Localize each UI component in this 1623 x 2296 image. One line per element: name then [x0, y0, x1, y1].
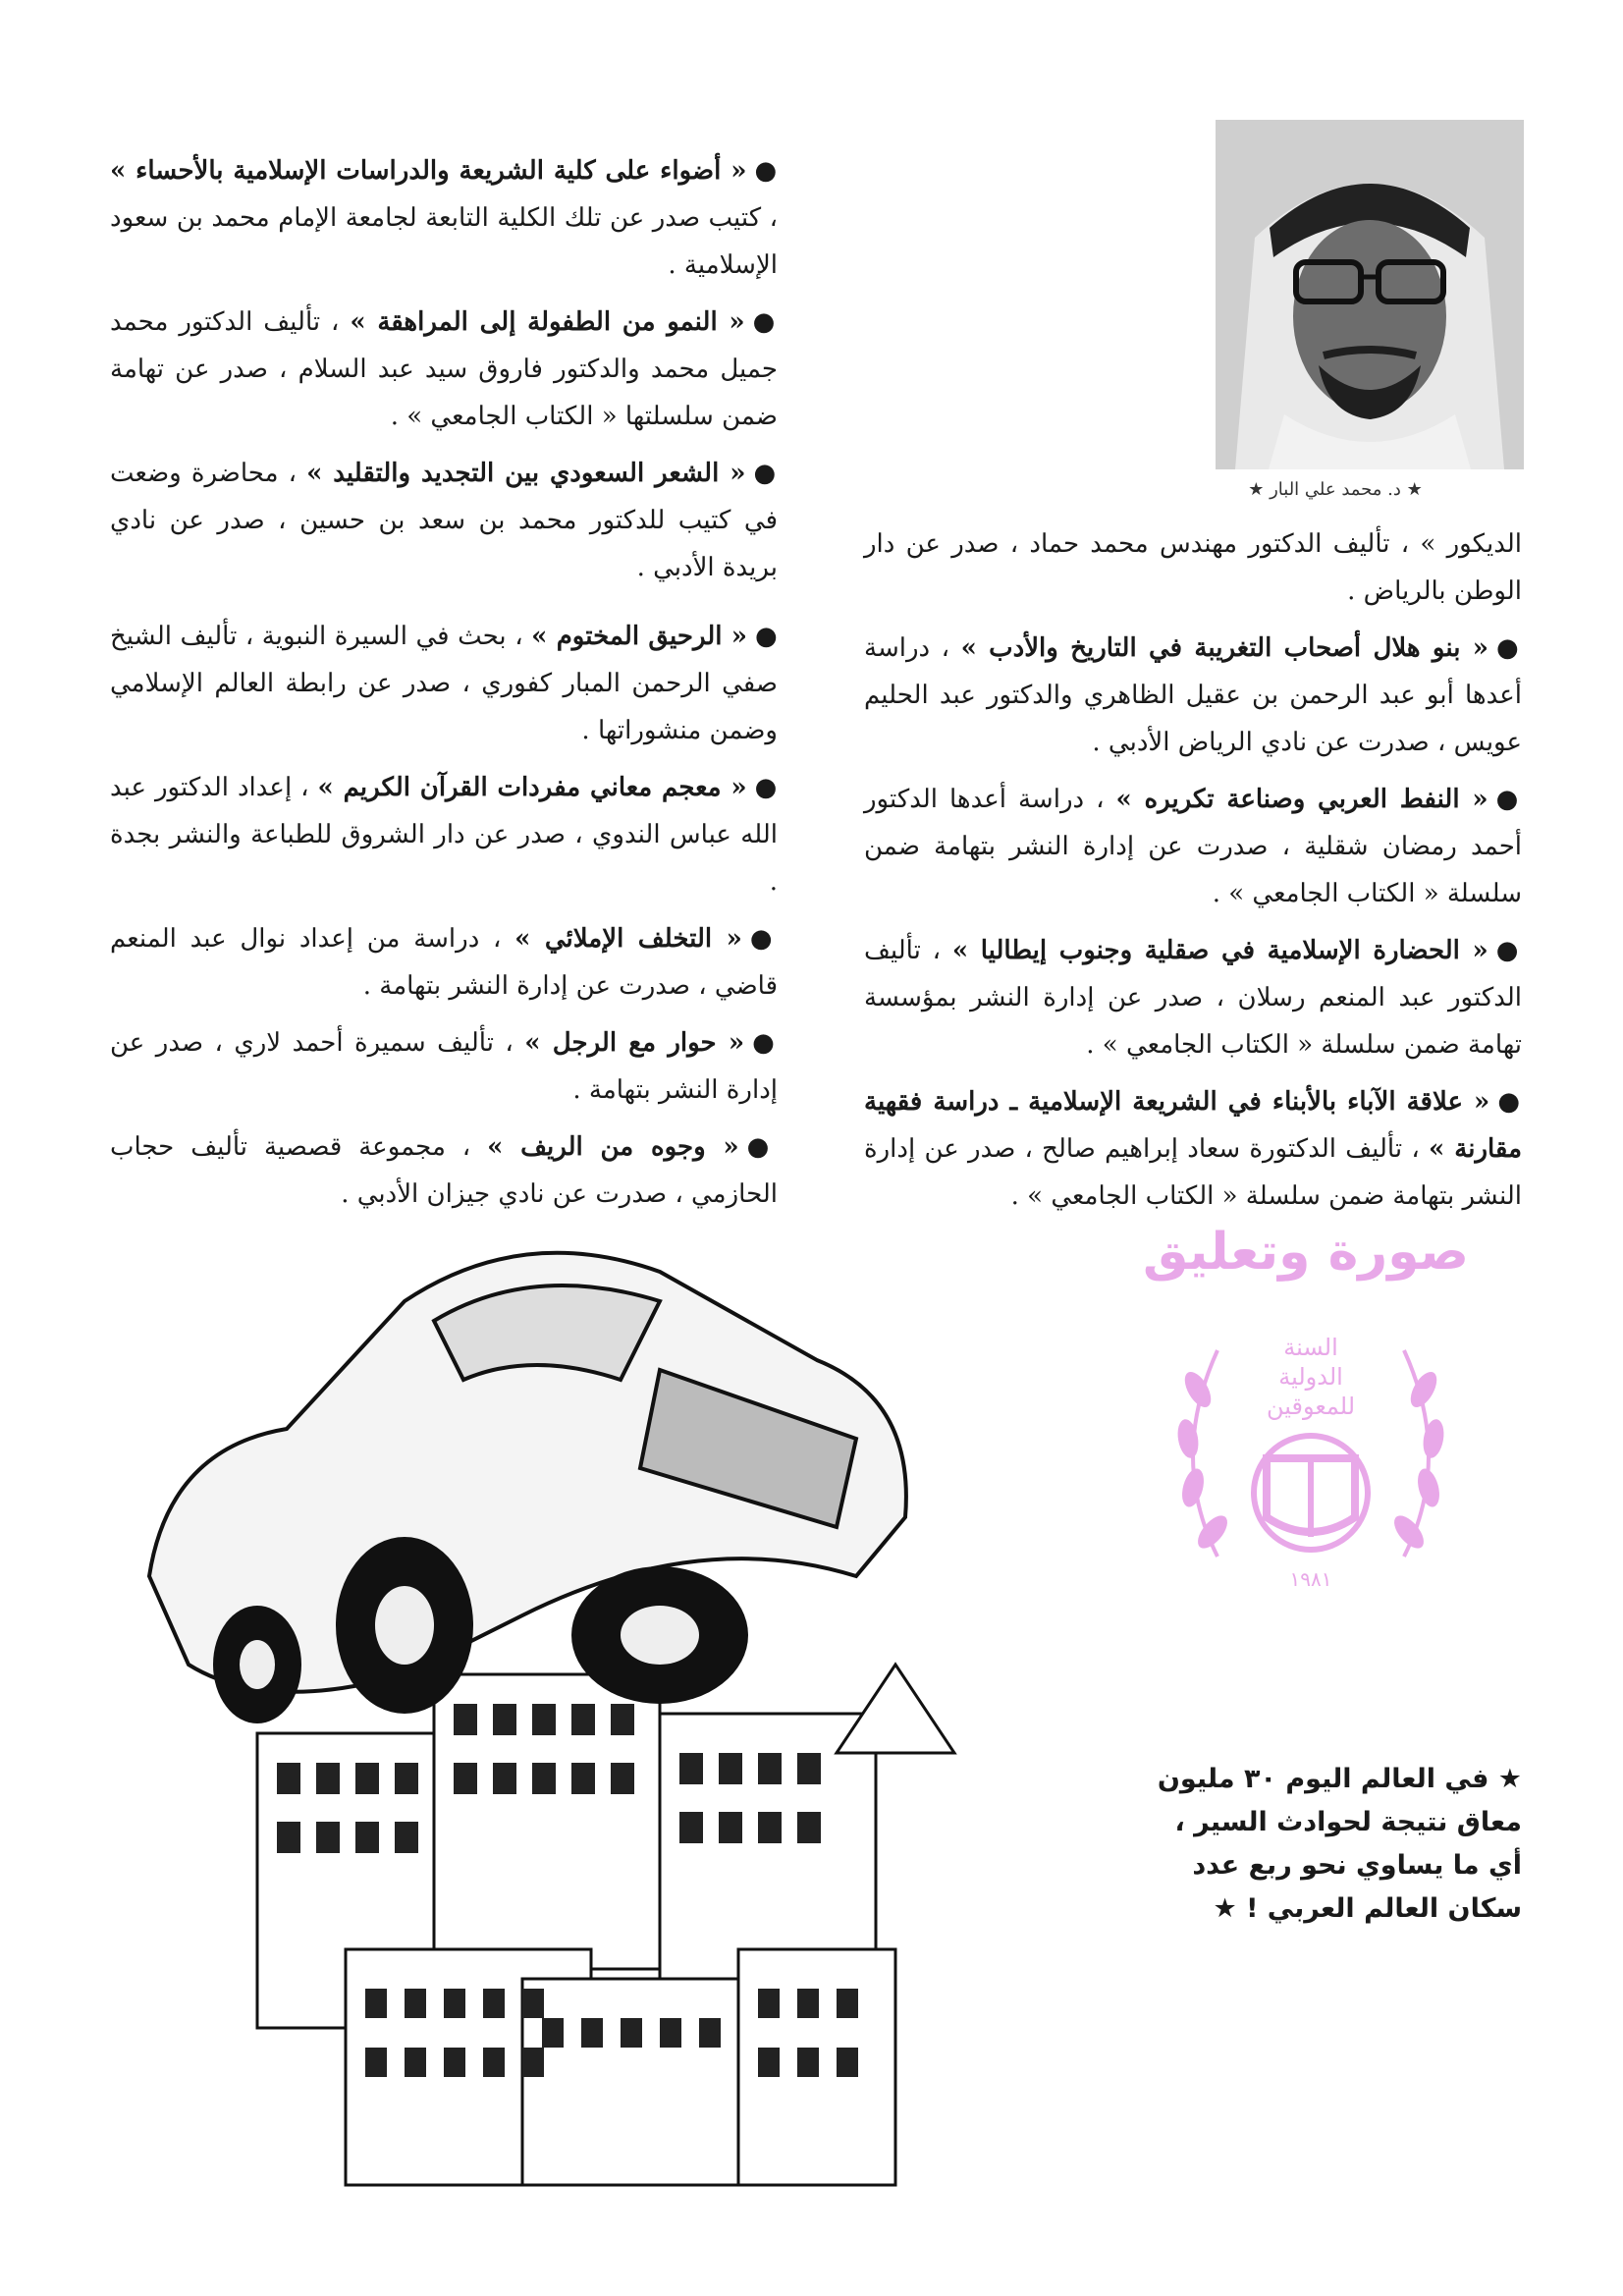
- bullet-icon: ●: [749, 924, 779, 954]
- book-details: ، كتيب صدر عن تلك الكلية التابعة لجامعة الإمام محمد بن سعود الإسلامية .: [110, 203, 778, 280]
- book-title: « معجم معاني مفردات القرآن الكريم »: [317, 773, 747, 802]
- book-details: الديكور » ، تأليف الدكتور مهندس محمد حماد ، صدر عن دار الوطن بالرياض .: [864, 529, 1522, 606]
- book-entry: [110, 1019, 778, 1114]
- book-entry: [864, 1078, 1522, 1220]
- bullet-icon: ●: [1495, 785, 1523, 814]
- book-title: « بنو هلال أصحاب التغريبة في التاريخ والأدب »: [960, 633, 1489, 663]
- bullet-icon: ●: [1495, 936, 1523, 965]
- book-entry: [110, 613, 778, 754]
- book-title: « التخلف الإملائي »: [514, 924, 742, 954]
- book-entry: [110, 764, 778, 905]
- portrait-drawing: [1216, 120, 1524, 469]
- bullet-icon: ●: [755, 622, 779, 651]
- car-over-city-illustration: [110, 1203, 1185, 2195]
- emblem-line-3: للمعوقين: [1266, 1393, 1356, 1420]
- year-of-disabled-emblem: [1159, 1311, 1463, 1606]
- book-entry: [864, 927, 1522, 1068]
- emblem-year: ١٩٨١: [1289, 1567, 1332, 1591]
- book-title: « الحضارة الإسلامية في صقلية وجنوب إيطاليا »: [951, 936, 1488, 965]
- book-details: ، تأليف سميرة أحمد لاري ، صدر عن إدارة النشر بتهامة .: [110, 1028, 778, 1105]
- bullet-icon: ●: [1496, 633, 1523, 663]
- bullet-icon: ●: [1497, 1087, 1522, 1117]
- book-title: « أضواء على كلية الشريعة والدراسات الإسلامية بالأحساء »: [110, 156, 747, 186]
- book-entry: [864, 625, 1522, 766]
- book-entry: [110, 147, 778, 289]
- continuation-entry: [864, 520, 1522, 615]
- emblem-line-1: السنة: [1283, 1334, 1338, 1361]
- book-details: ، بحث في السيرة النبوية ، تأليف الشيخ صفي الرحمن المبار كفوري ، صدر عن رابطة العالم الإسلامي وضمن منشوراتها .: [110, 622, 778, 745]
- book-entry: [110, 450, 778, 591]
- author-portrait: [1216, 120, 1524, 469]
- section-title: صورة وتعليق: [1142, 1223, 1470, 1282]
- book-details: ، دراسة أعدها أبو عبد الرحمن بن عقيل الظاهري والدكتور عبد الحليم عويس ، صدرت عن نادي الرياض الأدبي .: [864, 633, 1522, 757]
- book-details: ، دراسة أعدها الدكتور أحمد رمضان شقلية ، صدرت عن إدارة النشر بتهامة ضمن سلسلة « الكتاب الجامعي » .: [864, 785, 1522, 908]
- bullet-icon: ●: [746, 1132, 779, 1162]
- left-column: [110, 147, 778, 1228]
- book-details: ، تأليف الدكتورة سعاد إبراهيم صالح ، صدر عن إدارة النشر بتهامة ضمن سلسلة « الكتاب الجامعي » .: [864, 1134, 1522, 1211]
- book-details: ، إعداد الدكتور عبد الله عباس الندوي ، صدر عن دار الشروق للطباعة والنشر بجدة .: [110, 773, 778, 897]
- book-title: « النفط العربي وصناعة تكريره »: [1115, 785, 1488, 814]
- book-title: « علاقة الآباء بالأبناء في الشريعة الإسلامية ـ دراسة فقهية مقارنة »: [864, 1087, 1523, 1164]
- bullet-icon: ●: [754, 156, 779, 186]
- bullet-icon: ●: [752, 307, 778, 337]
- book-title: « الشعر السعودي بين التجديد والتقليد »: [306, 459, 746, 488]
- book-title: « حوار مع الرجل »: [524, 1028, 745, 1058]
- book-entry: [110, 915, 778, 1010]
- bullet-icon: ●: [753, 459, 779, 488]
- emblem-line-2: الدولية: [1278, 1363, 1343, 1391]
- photo-caption: ★ في العالم اليوم ٣٠ مليون معاق نتيجة لحوادث السير ، أي ما يساوي نحو ربع عدد سكان العالم العربي ! ★: [1157, 1764, 1522, 1924]
- book-details: ، محاضرة وضعت في كتيب للدكتور محمد بن سعد بن حسين ، صدر عن نادي بريدة الأدبي .: [110, 459, 778, 582]
- right-column: [864, 520, 1522, 1230]
- book-entry: [110, 299, 778, 440]
- portrait-caption: ★ د. محمد علي البار ★: [1248, 479, 1423, 500]
- book-details: ، دراسة من إعداد نوال عبد المنعم قاضي ، صدرت عن إدارة النشر بتهامة .: [110, 924, 778, 1001]
- book-details: ، تأليف الدكتور عبد المنعم رسلان ، صدر عن إدارة النشر بمؤسسة تهامة ضمن سلسلة « الكتاب الجامعي » .: [864, 936, 1522, 1060]
- book-details: ، تأليف الدكتور محمد جميل محمد والدكتور فاروق سيد عبد السلام ، صدر عن تهامة ضمن سلسلتها « الكتاب الجامعي » .: [110, 307, 778, 431]
- book-title: « النمو من الطفولة إلى المراهقة »: [350, 307, 745, 337]
- book-entry: [864, 776, 1522, 917]
- bullet-icon: ●: [754, 773, 779, 802]
- book-title: « الرحيق المختوم »: [531, 622, 748, 651]
- book-details: ، مجموعة قصصية تأليف حجاب الحازمي ، صدرت عن نادي جيزان الأدبي .: [110, 1132, 778, 1209]
- book-title: « وجوه من الريف »: [487, 1132, 739, 1162]
- bullet-icon: ●: [752, 1028, 779, 1058]
